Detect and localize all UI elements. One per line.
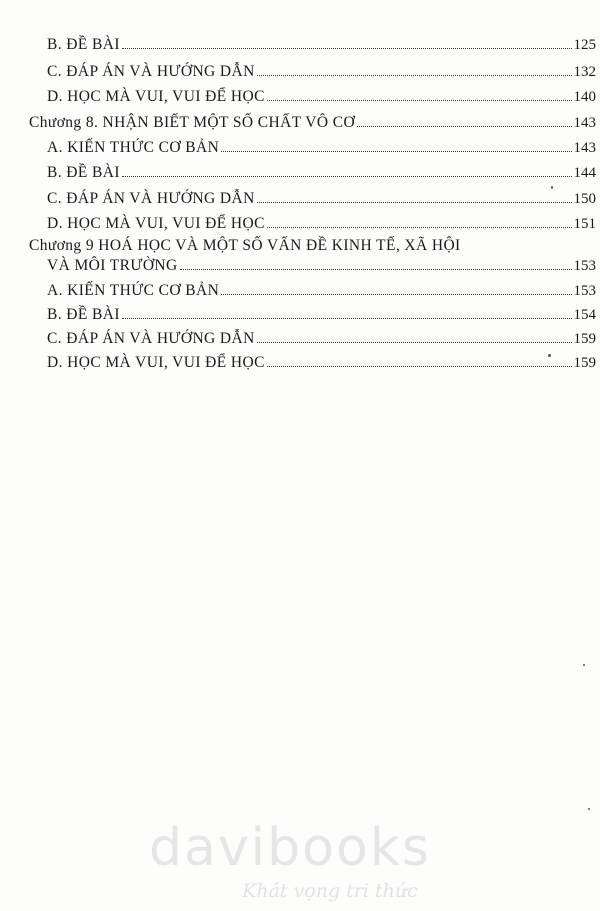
toc-leader-dots bbox=[221, 294, 571, 295]
toc-entry-page: 159 bbox=[573, 355, 596, 371]
toc-leader-dots bbox=[122, 48, 572, 49]
toc-leader-dots bbox=[257, 202, 572, 203]
toc-leader-dots bbox=[221, 151, 571, 152]
toc-entry-title: B. ĐỀ BÀI bbox=[47, 306, 120, 323]
toc-entry-page: 143 bbox=[573, 140, 596, 156]
toc-entry-page: 154 bbox=[573, 307, 596, 323]
toc-leader-dots bbox=[180, 269, 572, 270]
toc-leader-dots bbox=[257, 75, 572, 76]
scan-speck bbox=[583, 664, 585, 666]
toc-entry bbox=[47, 278, 596, 300]
scan-speck bbox=[588, 808, 590, 810]
toc-leader-dots bbox=[122, 176, 572, 177]
toc-leader-dots bbox=[357, 126, 571, 127]
scan-speck bbox=[551, 186, 553, 189]
toc-entry-title: B. ĐỀ BÀI bbox=[47, 164, 120, 181]
toc-entry bbox=[47, 326, 596, 348]
toc-leader-dots bbox=[257, 342, 572, 343]
toc-chapter-title-line2: VÀ MÔI TRƯỜNG bbox=[47, 257, 178, 274]
toc-entry bbox=[47, 84, 596, 106]
toc-entry-title: A. KIẾN THỨC CƠ BẢN bbox=[47, 282, 220, 299]
toc-entry bbox=[47, 160, 596, 182]
watermark-tagline: Khát vọng tri thức bbox=[242, 880, 418, 902]
toc-entry-page: 151 bbox=[573, 216, 596, 232]
toc-entry-page: 153 bbox=[573, 283, 596, 299]
toc-entry bbox=[47, 59, 596, 81]
toc-leader-dots bbox=[267, 366, 572, 367]
toc-leader-dots bbox=[122, 318, 572, 319]
toc-entry bbox=[47, 32, 596, 54]
toc-entry-page: 132 bbox=[573, 64, 596, 80]
toc-entry-title: C. ĐÁP ÁN VÀ HƯỚNG DẪN bbox=[47, 330, 255, 347]
toc-entry-page: 125 bbox=[573, 37, 596, 53]
toc-entry-title: C. ĐÁP ÁN VÀ HƯỚNG DẪN bbox=[47, 190, 255, 207]
scan-speck bbox=[548, 354, 551, 357]
toc-entry-title: D. HỌC MÀ VUI, VUI ĐỂ HỌC bbox=[47, 88, 265, 105]
toc-entry-title: D. HỌC MÀ VUI, VUI ĐỂ HỌC bbox=[47, 354, 265, 371]
toc-entry-title: B. ĐỀ BÀI bbox=[47, 36, 120, 53]
toc-entry-page: 144 bbox=[573, 165, 596, 181]
toc-entry-page: 153 bbox=[573, 258, 596, 274]
toc-leader-dots bbox=[267, 100, 572, 101]
toc-entry bbox=[47, 211, 596, 233]
toc-entry-title: A. KIẾN THỨC CƠ BẢN bbox=[47, 139, 220, 156]
toc-entry-page: 140 bbox=[573, 89, 596, 105]
toc-chapter-title: Chương 8. NHẬN BIẾT MỘT SỐ CHẤT VÔ CƠ bbox=[29, 114, 356, 131]
toc-entry-title: C. ĐÁP ÁN VÀ HƯỚNG DẪN bbox=[47, 63, 255, 80]
toc-entry-page: 150 bbox=[573, 191, 596, 207]
toc-entry-page: 143 bbox=[573, 115, 596, 131]
toc-chapter-entry bbox=[47, 253, 596, 275]
toc-leader-dots bbox=[267, 227, 572, 228]
toc-entry-page: 159 bbox=[573, 331, 596, 347]
toc-entry bbox=[47, 350, 596, 372]
toc-chapter-title-line1: Chương 9 HOÁ HỌC VÀ MỘT SỐ VẤN ĐỀ KINH TẾ, XÃ HỘI bbox=[29, 237, 461, 254]
toc-entry bbox=[47, 186, 596, 208]
toc-entry bbox=[47, 302, 596, 324]
watermark-logo: davibooks bbox=[149, 818, 431, 878]
toc-entry-title: D. HỌC MÀ VUI, VUI ĐỂ HỌC bbox=[47, 215, 265, 232]
toc-chapter-entry bbox=[29, 110, 596, 132]
toc-entry bbox=[47, 135, 596, 157]
